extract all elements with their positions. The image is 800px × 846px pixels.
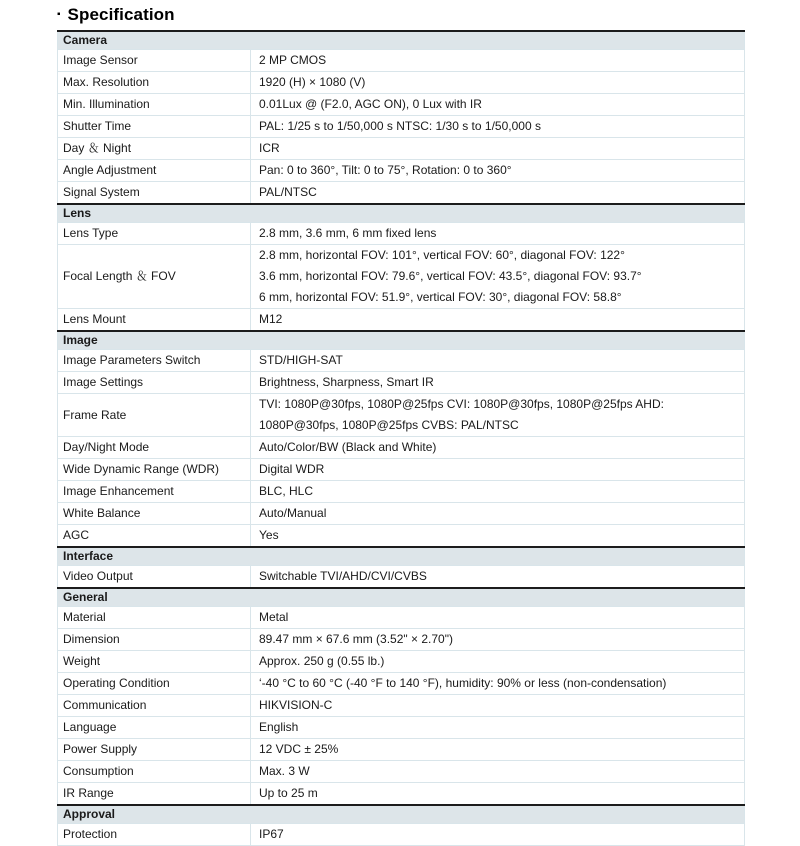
spec-value-line: Switchable TVI/AHD/CVI/CVBS <box>259 569 427 583</box>
spec-row <box>58 182 745 205</box>
spec-label-text: Lens Type <box>63 226 119 240</box>
spec-value <box>251 717 745 739</box>
spec-value-line: 2 MP CMOS <box>259 53 327 67</box>
spec-row <box>58 783 745 806</box>
spec-label <box>58 607 251 629</box>
spec-value-line: Max. 3 W <box>259 764 310 778</box>
spec-label <box>58 182 251 205</box>
spec-label <box>58 761 251 783</box>
spec-label <box>58 116 251 138</box>
spec-value <box>251 350 745 372</box>
spec-value-line: Auto/Color/BW (Black and White) <box>259 440 437 454</box>
spec-row <box>58 437 745 459</box>
spec-value-line: STD/HIGH-SAT <box>259 353 343 367</box>
spec-row <box>58 138 745 160</box>
spec-value-line: 1080P@30fps, 1080P@25fps CVBS: PAL/NTSC <box>259 418 519 432</box>
spec-value-line: BLC, HLC <box>259 484 314 498</box>
spec-value-line: 0.01Lux @ (F2.0, AGC ON), 0 Lux with IR <box>259 97 482 111</box>
section-row-approval <box>58 805 745 824</box>
spec-value <box>251 783 745 806</box>
spec-row <box>58 673 745 695</box>
spec-row <box>58 761 745 783</box>
spec-value-line: PAL: 1/25 s to 1/50,000 s NTSC: 1/30 s to 1/50,000 s <box>259 119 541 133</box>
spec-value-line: Approx. 250 g (0.55 lb.) <box>259 654 385 668</box>
spec-label-text: Weight <box>63 654 101 668</box>
spec-row <box>58 566 745 589</box>
spec-label-text: Image Parameters Switch <box>63 353 201 367</box>
spec-value-line: TVI: 1080P@30fps, 1080P@25fps CVI: 1080P@30fps, 1080P@25fps AHD: <box>259 397 664 411</box>
spec-value-line: Brightness, Sharpness, Smart IR <box>259 375 434 389</box>
spec-label <box>58 372 251 394</box>
spec-value <box>251 116 745 138</box>
spec-label-text: Dimension <box>63 632 120 646</box>
spec-label-text: Operating Condition <box>63 676 170 690</box>
spec-value <box>251 525 745 548</box>
spec-label-text: Image Enhancement <box>63 484 174 498</box>
spec-value <box>251 160 745 182</box>
spec-value-line: 2.8 mm, horizontal FOV: 101°, vertical FOV: 60°, diagonal FOV: 122° <box>259 248 625 262</box>
spec-value-line: M12 <box>259 312 283 326</box>
spec-value <box>251 824 745 846</box>
spec-value-line: PAL/NTSC <box>259 185 317 199</box>
spec-value <box>251 50 745 72</box>
spec-label <box>58 245 251 309</box>
spec-row <box>58 459 745 481</box>
spec-label-text: Language <box>63 720 117 734</box>
spec-label <box>58 94 251 116</box>
spec-label <box>58 673 251 695</box>
spec-value-line: Digital WDR <box>259 462 325 476</box>
section-header: Approval <box>58 805 745 824</box>
spec-value <box>251 695 745 717</box>
spec-value <box>251 673 745 695</box>
spec-row <box>58 629 745 651</box>
spec-label <box>58 394 251 437</box>
section-row-general <box>58 588 745 607</box>
spec-value <box>251 223 745 245</box>
spec-label <box>58 739 251 761</box>
spec-value-line: 12 VDC ± 25% <box>259 742 339 756</box>
spec-label <box>58 437 251 459</box>
spec-label <box>58 481 251 503</box>
section-row-interface <box>58 547 745 566</box>
spec-value-line: ICR <box>259 141 280 155</box>
spec-value <box>251 459 745 481</box>
spec-value <box>251 138 745 160</box>
spec-row <box>58 525 745 548</box>
spec-value-line: 6 mm, horizontal FOV: 51.9°, vertical FOV: 30°, diagonal FOV: 58.8° <box>259 290 622 304</box>
section-header: General <box>58 588 745 607</box>
spec-label-text: Image Settings <box>63 375 144 389</box>
spec-value-line: 89.47 mm × 67.6 mm (3.52" × 2.70") <box>259 632 453 646</box>
spec-value <box>251 503 745 525</box>
spec-value-line: IP67 <box>259 827 284 841</box>
spec-row <box>58 50 745 72</box>
spec-value-line: ‘-40 °C to 60 °C (-40 °F to 140 °F), humidity: 90% or less (non-condensation) <box>259 676 667 690</box>
section-row-lens <box>58 204 745 223</box>
spec-label-text: Frame Rate <box>63 407 127 422</box>
section-row-image <box>58 331 745 350</box>
spec-table-body <box>58 31 745 846</box>
spec-label-text: Video Output <box>63 569 133 583</box>
spec-row <box>58 717 745 739</box>
section-header: Interface <box>58 547 745 566</box>
spec-row <box>58 607 745 629</box>
spec-label <box>58 503 251 525</box>
spec-label-text: Focal Length ＆ FOV <box>63 269 176 283</box>
spec-row <box>58 350 745 372</box>
spec-label-text: Lens Mount <box>63 312 126 326</box>
spec-label <box>58 695 251 717</box>
spec-label-text: AGC <box>63 528 90 542</box>
spec-label-text: Max. Resolution <box>63 75 150 89</box>
spec-value <box>251 94 745 116</box>
spec-label <box>58 72 251 94</box>
spec-value <box>251 651 745 673</box>
spec-row <box>58 223 745 245</box>
spec-row <box>58 116 745 138</box>
spec-label <box>58 566 251 589</box>
spec-label-text: Shutter Time <box>63 119 132 133</box>
spec-value-line: Pan: 0 to 360°, Tilt: 0 to 75°, Rotation: 0 to 360° <box>259 163 512 177</box>
spec-value <box>251 629 745 651</box>
spec-label <box>58 223 251 245</box>
spec-label-text: White Balance <box>63 506 141 520</box>
spec-label-text: Signal System <box>63 185 140 199</box>
spec-label-text: Day ＆ Night <box>63 141 132 155</box>
spec-label-text: IR Range <box>63 786 114 800</box>
spec-value <box>251 566 745 589</box>
section-header: Lens <box>58 204 745 223</box>
spec-table <box>57 30 745 846</box>
spec-value <box>251 437 745 459</box>
spec-label <box>58 138 251 160</box>
spec-value-line: 1920 (H) × 1080 (V) <box>259 75 366 89</box>
spec-label-text: Protection <box>63 827 118 841</box>
spec-value-line: Auto/Manual <box>259 506 327 520</box>
spec-label-text: Material <box>63 610 106 624</box>
spec-label <box>58 350 251 372</box>
section-row-camera <box>58 31 745 50</box>
spec-value <box>251 72 745 94</box>
spec-row <box>58 824 745 846</box>
spec-label-text: Image Sensor <box>63 53 138 67</box>
page-title: Specification <box>67 5 175 24</box>
spec-label <box>58 459 251 481</box>
spec-row <box>58 372 745 394</box>
spec-value-line: 2.8 mm, 3.6 mm, 6 mm fixed lens <box>259 226 437 240</box>
spec-row <box>58 503 745 525</box>
spec-value <box>251 481 745 503</box>
spec-label <box>58 783 251 806</box>
spec-value <box>251 739 745 761</box>
square-bullet-icon: ▪ <box>57 9 61 20</box>
spec-value <box>251 372 745 394</box>
spec-label <box>58 50 251 72</box>
spec-value <box>251 182 745 205</box>
spec-label <box>58 717 251 739</box>
spec-value <box>251 309 745 332</box>
spec-label <box>58 160 251 182</box>
spec-label-text: Wide Dynamic Range (WDR) <box>63 462 220 476</box>
section-header: Image <box>58 331 745 350</box>
spec-label <box>58 824 251 846</box>
spec-label-text: Day/Night Mode <box>63 440 150 454</box>
spec-label <box>58 629 251 651</box>
spec-value-line: English <box>259 720 299 734</box>
spec-row <box>58 72 745 94</box>
spec-value <box>251 245 745 309</box>
spec-label <box>58 651 251 673</box>
spec-value <box>251 607 745 629</box>
spec-row <box>58 394 745 437</box>
spec-value-line: Yes <box>259 528 279 542</box>
spec-label <box>58 525 251 548</box>
spec-row <box>58 309 745 332</box>
spec-label-text: Consumption <box>63 764 134 778</box>
spec-value-line: 3.6 mm, horizontal FOV: 79.6°, vertical FOV: 43.5°, diagonal FOV: 93.7° <box>259 269 642 283</box>
spec-label-text: Min. Illumination <box>63 97 150 111</box>
spec-row <box>58 245 745 309</box>
spec-row <box>58 651 745 673</box>
spec-row <box>58 481 745 503</box>
spec-row <box>58 695 745 717</box>
spec-label-text: Communication <box>63 698 147 712</box>
spec-value-line: Up to 25 m <box>259 786 318 800</box>
section-header: Camera <box>58 31 745 50</box>
spec-row <box>58 94 745 116</box>
spec-label-text: Power Supply <box>63 742 138 756</box>
spec-row <box>58 739 745 761</box>
spec-label <box>58 309 251 332</box>
spec-value-line: HIKVISION-C <box>259 698 333 712</box>
spec-value <box>251 394 745 437</box>
spec-row <box>58 160 745 182</box>
page-title-row <box>57 5 800 25</box>
spec-value <box>251 761 745 783</box>
spec-label-text: Angle Adjustment <box>63 163 157 177</box>
spec-value-line: Metal <box>259 610 289 624</box>
